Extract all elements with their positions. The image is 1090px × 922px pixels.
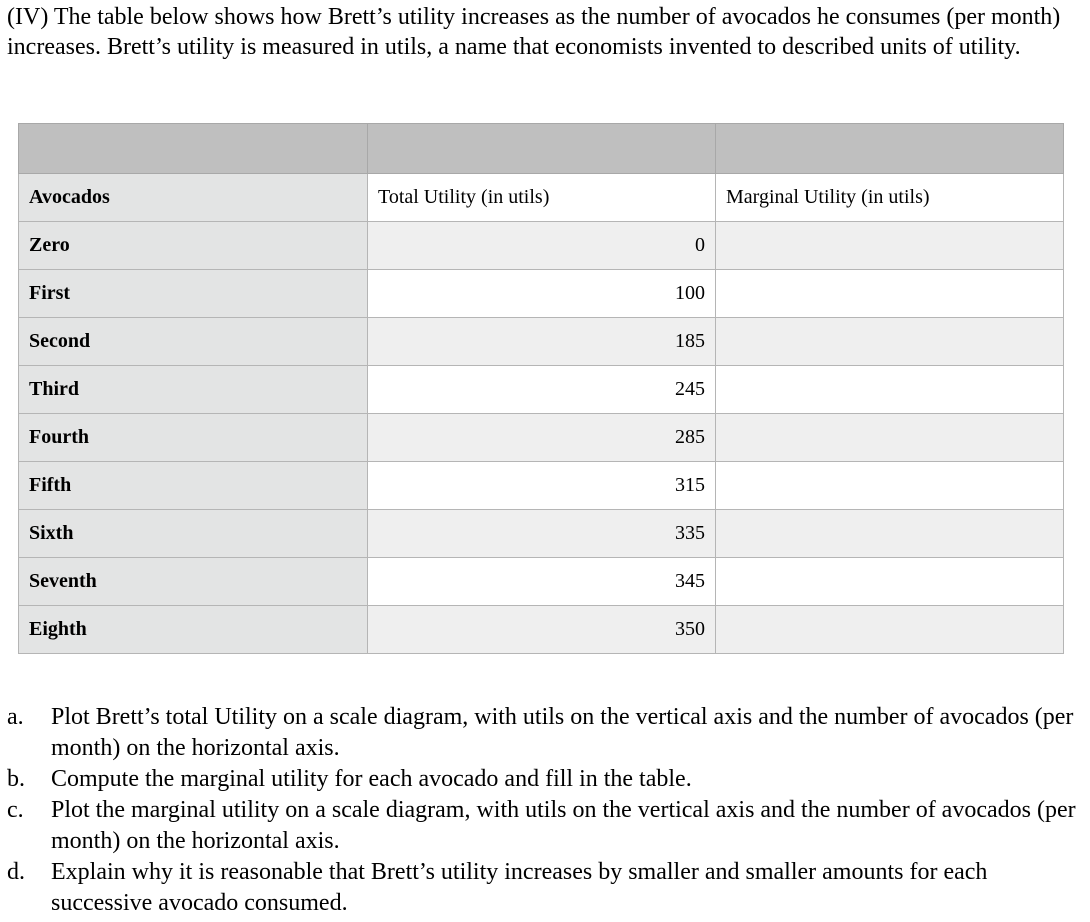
total-utility-cell: 335 <box>368 510 716 558</box>
total-utility-cell: 345 <box>368 558 716 606</box>
header-marginal-utility: Marginal Utility (in utils) <box>716 174 1064 222</box>
marginal-utility-cell[interactable] <box>716 366 1064 414</box>
avocado-count-cell: Fifth <box>19 462 368 510</box>
total-utility-cell: 285 <box>368 414 716 462</box>
question-item <box>0 702 1080 764</box>
avocado-count-cell: First <box>19 270 368 318</box>
question-text: Plot the marginal utility on a scale diagram, with utils on the vertical axis and the number of avocados (per month) on the horizontal axis. <box>51 797 1076 854</box>
total-utility-cell: 185 <box>368 318 716 366</box>
marginal-utility-cell[interactable] <box>716 222 1064 270</box>
question-text: Compute the marginal utility for each avocado and fill in the table. <box>51 766 692 792</box>
question-item <box>0 857 1080 919</box>
marginal-utility-cell[interactable] <box>716 414 1064 462</box>
intro-paragraph: (IV) The table below shows how Brett’s utility increases as the number of avocados he consumes (per month) increases. Brett’s utility is measured in utils, a name that economists invented to described units of utility. <box>7 4 1061 60</box>
header-avocados: Avocados <box>19 174 368 222</box>
marginal-utility-cell[interactable] <box>716 510 1064 558</box>
avocado-count-cell: Fourth <box>19 414 368 462</box>
total-utility-cell: 315 <box>368 462 716 510</box>
header-total-utility: Total Utility (in utils) <box>368 174 716 222</box>
table-header-row <box>19 174 1064 222</box>
table-row <box>19 414 1064 462</box>
question-text: Plot Brett’s total Utility on a scale diagram, with utils on the vertical axis and the number of avocados (per month) on the horizontal axis. <box>51 704 1074 761</box>
question-marker: b. <box>7 766 25 792</box>
table-row <box>19 510 1064 558</box>
table-top-cell <box>368 124 716 174</box>
avocado-count-cell: Third <box>19 366 368 414</box>
question-list <box>0 702 1080 919</box>
avocado-count-cell: Eighth <box>19 606 368 654</box>
question-item <box>0 795 1080 857</box>
table-row <box>19 222 1064 270</box>
total-utility-cell: 350 <box>368 606 716 654</box>
table-row <box>19 558 1064 606</box>
marginal-utility-cell[interactable] <box>716 606 1064 654</box>
table-row <box>19 366 1064 414</box>
total-utility-cell: 0 <box>368 222 716 270</box>
table-top-cell <box>19 124 368 174</box>
marginal-utility-cell[interactable] <box>716 270 1064 318</box>
question-marker: d. <box>7 859 25 885</box>
avocado-count-cell: Seventh <box>19 558 368 606</box>
avocado-count-cell: Second <box>19 318 368 366</box>
table-row <box>19 462 1064 510</box>
question-text: Explain why it is reasonable that Brett’s utility increases by smaller and smaller amounts for each successive avocado consumed. <box>51 859 988 916</box>
marginal-utility-cell[interactable] <box>716 558 1064 606</box>
table-top-band <box>19 124 1064 174</box>
marginal-utility-cell[interactable] <box>716 462 1064 510</box>
question-marker: a. <box>7 704 24 730</box>
marginal-utility-cell[interactable] <box>716 318 1064 366</box>
utility-table <box>18 123 1064 654</box>
table-top-cell <box>716 124 1064 174</box>
avocado-count-cell: Sixth <box>19 510 368 558</box>
table-row <box>19 318 1064 366</box>
table-row <box>19 270 1064 318</box>
table-row <box>19 606 1064 654</box>
total-utility-cell: 245 <box>368 366 716 414</box>
avocado-count-cell: Zero <box>19 222 368 270</box>
question-marker: c. <box>7 797 24 823</box>
total-utility-cell: 100 <box>368 270 716 318</box>
question-item <box>0 764 1080 795</box>
